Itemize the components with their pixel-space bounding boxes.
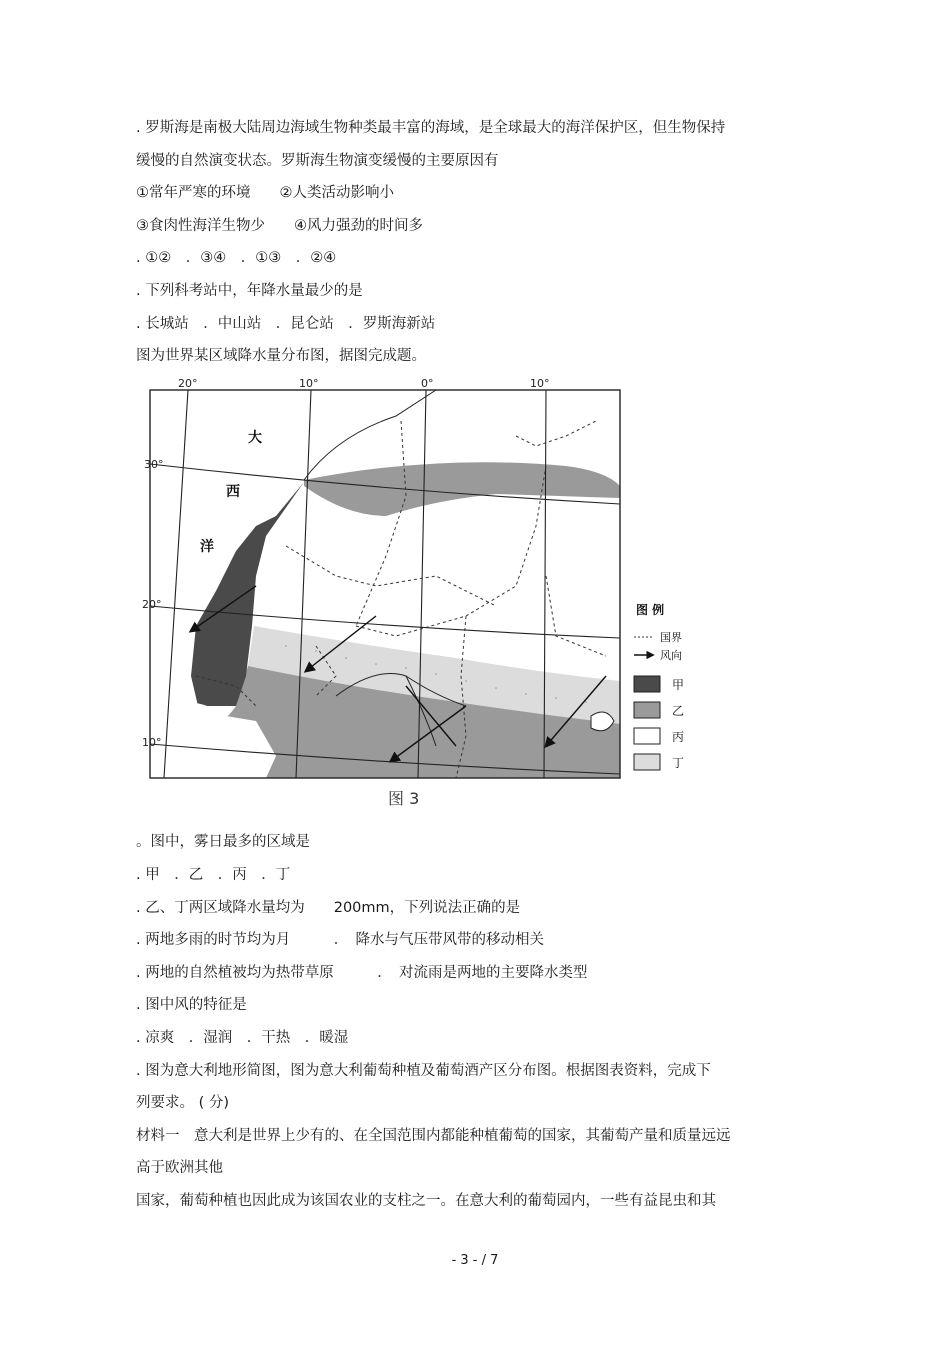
- ocean-char: 洋: [200, 539, 214, 555]
- lat-label-10: 10°: [142, 736, 162, 749]
- lon-label-10e: 10°: [530, 377, 550, 390]
- text-line: 高于欧洲其他: [136, 1160, 223, 1176]
- text-line: . 凉爽 ．湿润 ．干热 ．暖湿: [136, 1030, 349, 1046]
- lon-label-10w: 10°: [299, 377, 319, 390]
- legend-border: 国界: [660, 631, 682, 644]
- lon-label-0: 0°: [421, 377, 434, 390]
- text-line: ③食肉性海洋生物少 ④风力强劲的时间多: [136, 218, 423, 234]
- text-line: . 乙、丁两区域降水量均为 200mm，下列说法正确的是: [136, 900, 521, 916]
- text-line: . 甲 ．乙 ．丙 ．丁: [136, 867, 291, 883]
- legend-ding: 丁: [672, 756, 685, 770]
- map-legend: [632, 600, 692, 780]
- text-line: 材料一 意大利是世界上少有的、在全国范围内都能种植葡萄的国家，其葡萄产量和质量远远: [136, 1128, 731, 1144]
- legend-yi: 乙: [672, 704, 685, 718]
- lon-label-20w: 20°: [178, 377, 198, 390]
- text-line: . 罗斯海是南极大陆周边海域生物种类最丰富的海域，是全球最大的海洋保护区，但生物保持: [136, 120, 726, 136]
- text-line: . ①② ．③④ ．①③ ．②④: [136, 250, 337, 266]
- text-line: 国家，葡萄种植也因此成为该国农业的支柱之一。在意大利的葡萄园内，一些有益昆虫和其: [136, 1193, 716, 1209]
- legend-bing: 丙: [672, 730, 685, 744]
- legend-jia: 甲: [672, 678, 685, 692]
- text-line: 图为世界某区域降水量分布图，据图完成题。: [136, 348, 426, 364]
- text-line: 。图中，雾日最多的区域是: [136, 834, 310, 850]
- text-line: 列要求。 ( 分): [136, 1095, 230, 1111]
- lat-label-30: 30°: [144, 458, 164, 471]
- legend-wind: 风向: [660, 649, 682, 662]
- page-number: - 3 - / 7: [451, 1253, 499, 1268]
- ocean-char: 大: [248, 430, 262, 446]
- text-line: . 两地多雨的时节均为月 ． 降水与气压带风带的移动相关: [136, 932, 544, 948]
- ocean-char: 西: [226, 484, 240, 500]
- precipitation-map: [136, 376, 636, 816]
- legend-title: 图 例: [636, 603, 665, 617]
- lat-label-20: 20°: [142, 598, 162, 611]
- text-line: . 图为意大利地形简图，图为意大利葡萄种植及葡萄酒产区分布图。根据图表资料，完成下: [136, 1063, 711, 1079]
- text-line: . 两地的自然植被均为热带草原 ． 对流雨是两地的主要降水类型: [136, 965, 588, 981]
- text-line: 缓慢的自然演变状态。罗斯海生物演变缓慢的主要原因有: [136, 153, 499, 169]
- map-caption: 图 3: [388, 789, 420, 808]
- text-line: . 下列科考站中，年降水量最少的是: [136, 283, 363, 299]
- text-line: ①常年严寒的环境 ②人类活动影响小: [136, 185, 394, 201]
- text-line: . 图中风的特征是: [136, 997, 247, 1013]
- text-line: . 长城站 ．中山站 ．昆仑站 ．罗斯海新站: [136, 316, 436, 332]
